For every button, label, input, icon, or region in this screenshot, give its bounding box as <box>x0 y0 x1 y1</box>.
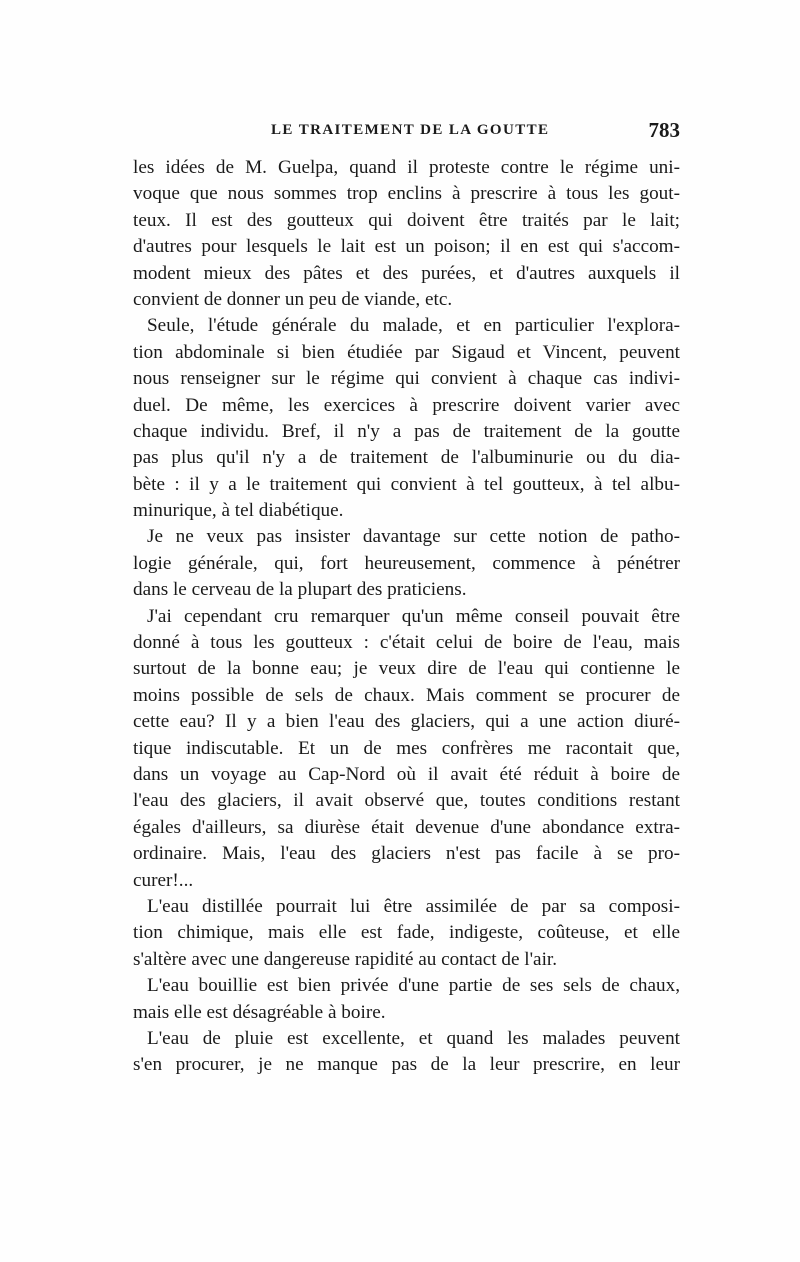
text-line: J'ai cependant cru remarquer qu'un même conseil pouvait être <box>147 605 680 627</box>
text-line: égales d'ailleurs, sa diurèse était devenue d'une abondance extra- <box>133 816 680 838</box>
text-line: convient de donner un peu de viande, etc. <box>133 288 453 310</box>
running-title: LE TRAITEMENT DE LA GOUTTE <box>271 122 550 138</box>
page-header <box>133 118 680 144</box>
text-line: bète : il y a le traitement qui convient à tel goutteux, à tel albu- <box>133 473 680 495</box>
text-line: L'eau distillée pourrait lui être assimilée de par sa composi- <box>147 895 680 917</box>
text-line: pas plus qu'il n'y a de traitement de l'albuminurie ou du dia- <box>133 447 680 469</box>
text-line: tion abdominale si bien étudiée par Sigaud et Vincent, peuvent <box>133 341 680 363</box>
text-line: dans le cerveau de la plupart des praticiens. <box>133 579 467 601</box>
text-line: les idées de M. Guelpa, quand il proteste contre le régime uni- <box>133 157 680 178</box>
text-line: tique indiscutable. Et un de mes confrères me racontait que, <box>133 737 680 759</box>
text-line: logie générale, qui, fort heureusement, commence à pénétrer <box>133 552 680 574</box>
text-line: L'eau bouillie est bien privée d'une partie de ses sels de chaux, <box>147 975 680 997</box>
text-line: l'eau des glaciers, il avait observé que, toutes conditions restant <box>133 790 680 812</box>
text-line: Je ne veux pas insister davantage sur cette notion de patho- <box>147 526 680 548</box>
text-line: minurique, à tel diabétique. <box>133 500 344 522</box>
text-line: surtout de la bonne eau; je veux dire de l'eau qui contienne le <box>133 658 680 680</box>
text-line: teux. Il est des goutteux qui doivent être traités par le lait; <box>133 209 680 231</box>
text-line: cette eau? Il y a bien l'eau des glaciers, qui a une action diuré- <box>133 711 680 733</box>
text-line: nous renseigner sur le régime qui convient à chaque cas indivi- <box>133 368 680 390</box>
body-text <box>133 155 680 1079</box>
text-line: chaque individu. Bref, il n'y a pas de traitement de la goutte <box>133 420 680 442</box>
text-line: voque que nous sommes trop enclins à prescrire à tous les gout- <box>133 183 680 205</box>
text-line: mais elle est désagréable à boire. <box>133 1001 386 1023</box>
text-line: ordinaire. Mais, l'eau des glaciers n'est pas facile à se pro- <box>133 843 680 865</box>
page-number: 783 <box>648 118 680 142</box>
text-line: L'eau de pluie est excellente, et quand les malades peuvent <box>147 1027 680 1049</box>
text-line: d'autres pour lesquels le lait est un poison; il en est qui s'accom- <box>133 236 680 258</box>
text-line: donné à tous les goutteux : c'était celui de boire de l'eau, mais <box>133 632 680 654</box>
text-line: moins possible de sels de chaux. Mais comment se procurer de <box>133 684 680 706</box>
text-line: duel. De même, les exercices à prescrire doivent varier avec <box>133 394 680 416</box>
text-line: s'en procurer, je ne manque pas de la leur prescrire, en leur <box>133 1054 680 1076</box>
text-line: modent mieux des pâtes et des purées, et d'autres auxquels il <box>133 262 680 284</box>
text-line: dans un voyage au Cap-Nord où il avait été réduit à boire de <box>133 763 680 785</box>
text-line: tion chimique, mais elle est fade, indigeste, coûteuse, et elle <box>133 922 680 944</box>
text-line: s'altère avec une dangereuse rapidité au contact de l'air. <box>133 948 558 970</box>
text-line: Seule, l'étude générale du malade, et en particulier l'explora- <box>147 315 680 337</box>
text-line: curer!... <box>133 869 194 891</box>
